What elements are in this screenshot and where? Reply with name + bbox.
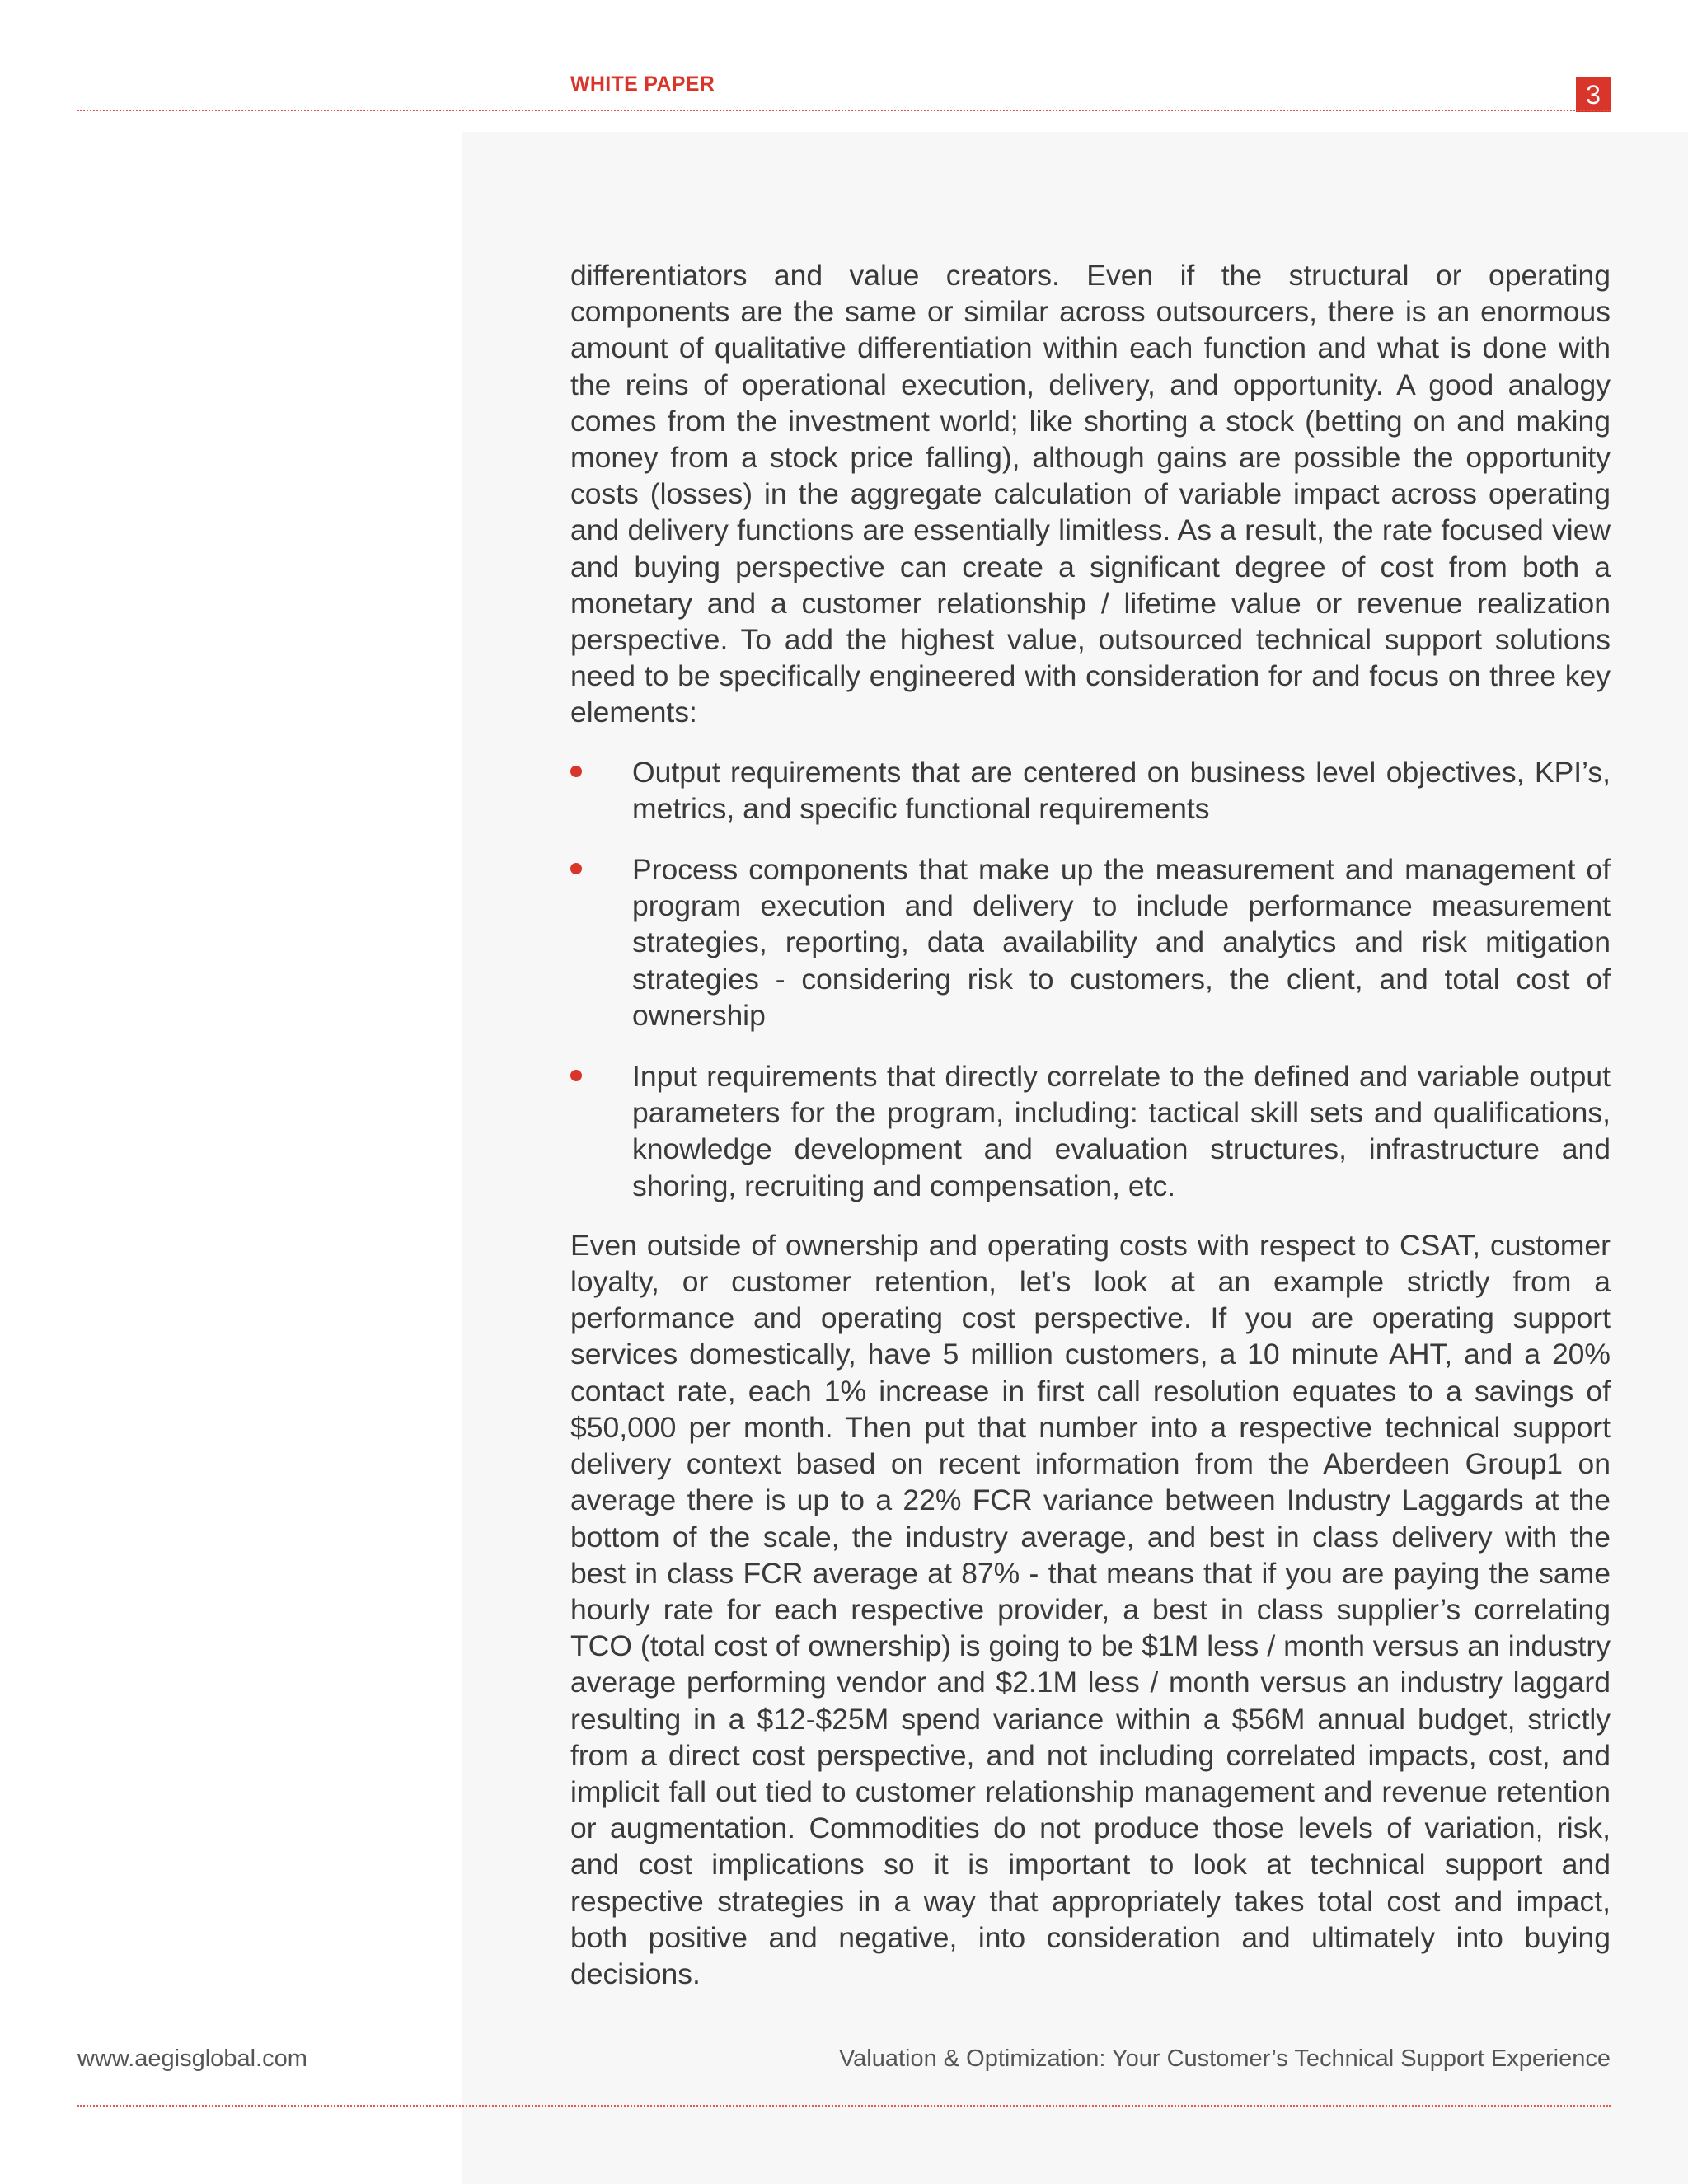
list-item — [570, 851, 1611, 1033]
list-item — [570, 1058, 1611, 1204]
header-label: WHITE PAPER — [570, 73, 715, 96]
footer-divider — [77, 2105, 1611, 2107]
list-item-text: Input requirements that directly correlate to the defined and variable output parameters for the program, including: tactical skill sets and qualifications, knowledge development and evaluation structures, infrastructure and shoring, recruiting and compensation, etc. — [632, 1060, 1611, 1202]
list-item-text: Output requirements that are centered on business level objectives, KPI’s, metrics, and specific functional requirements — [632, 755, 1611, 825]
footer-website-link[interactable]: www.aegisglobal.com — [77, 2046, 307, 2072]
intro-paragraph: differentiators and value creators. Even if the structural or operating components are the same or similar across outsourcers, there is an enormous amount of qualitative differentiation within each function and what is done with the reins of operational execution, delivery, and opportunity. A good analogy comes from the investment world; like shorting a stock (betting on and making money from a stock price falling), although gains are possible the opportunity costs (losses) in the aggregate calculation of variable impact across operating and delivery functions are essentially limitless. As a result, the rate focused view and buying perspective can create a significant degree of cost from both a monetary and a customer relationship / lifetime value or revenue realization perspective. To add the highest value, outsourced technical support solutions need to be specifically engineered with consideration for and focus on three key elements: — [570, 259, 1611, 729]
footer-document-title: Valuation & Optimization: Your Customer’s Technical Support Experience — [838, 2046, 1611, 2072]
header-divider — [77, 110, 1611, 111]
bullet-icon — [570, 766, 582, 777]
list-item — [570, 754, 1611, 827]
bullet-icon — [570, 863, 582, 874]
key-elements-list — [570, 754, 1611, 1204]
list-item-text: Process components that make up the measurement and management of program execution and delivery to include performance measurement strategies, reporting, data availability and analytics and risk mitigation strategies - considering risk to customers, the client, and total cost of ownership — [632, 853, 1611, 1032]
closing-paragraph: Even outside of ownership and operating costs with respect to CSAT, customer loyalty, or customer retention, let’s look at an example strictly from a performance and operating cost perspective. If you are operating support services domestically, have 5 million customers, a 10 minute AHT, and a 20% contact rate, each 1% increase in first call resolution equates to a savings of $50,000 per month. Then put that number into a respective technical support delivery context based on recent information from the Aberdeen Group1 on average there is up to a 22% FCR variance between Industry Laggards at the bottom of the scale, the industry average, and best in class delivery with the best in class FCR average at 87% - that means that if you are paying the same hourly rate for each respective provider, a best in class supplier’s correlating TCO (total cost of ownership) is going to be $1M less / month versus an industry average performing vendor and $2.1M less / month versus an industry laggard resulting in a $12-$25M spend variance within a $56M annual budget, strictly from a direct cost perspective, and not including correlated impacts, cost, and implicit fall out tied to customer relationship management and revenue retention or augmentation. Commodities do not produce those levels of variation, risk, and cost implications so it is important to look at technical support and respective strategies in a way that appropriately takes total cost and impact, both positive and negative, into consideration and ultimately into buying decisions. — [570, 1228, 1611, 1990]
page-number-badge: 3 — [1576, 77, 1611, 112]
body-content — [570, 257, 1611, 1992]
bullet-icon — [570, 1070, 582, 1081]
